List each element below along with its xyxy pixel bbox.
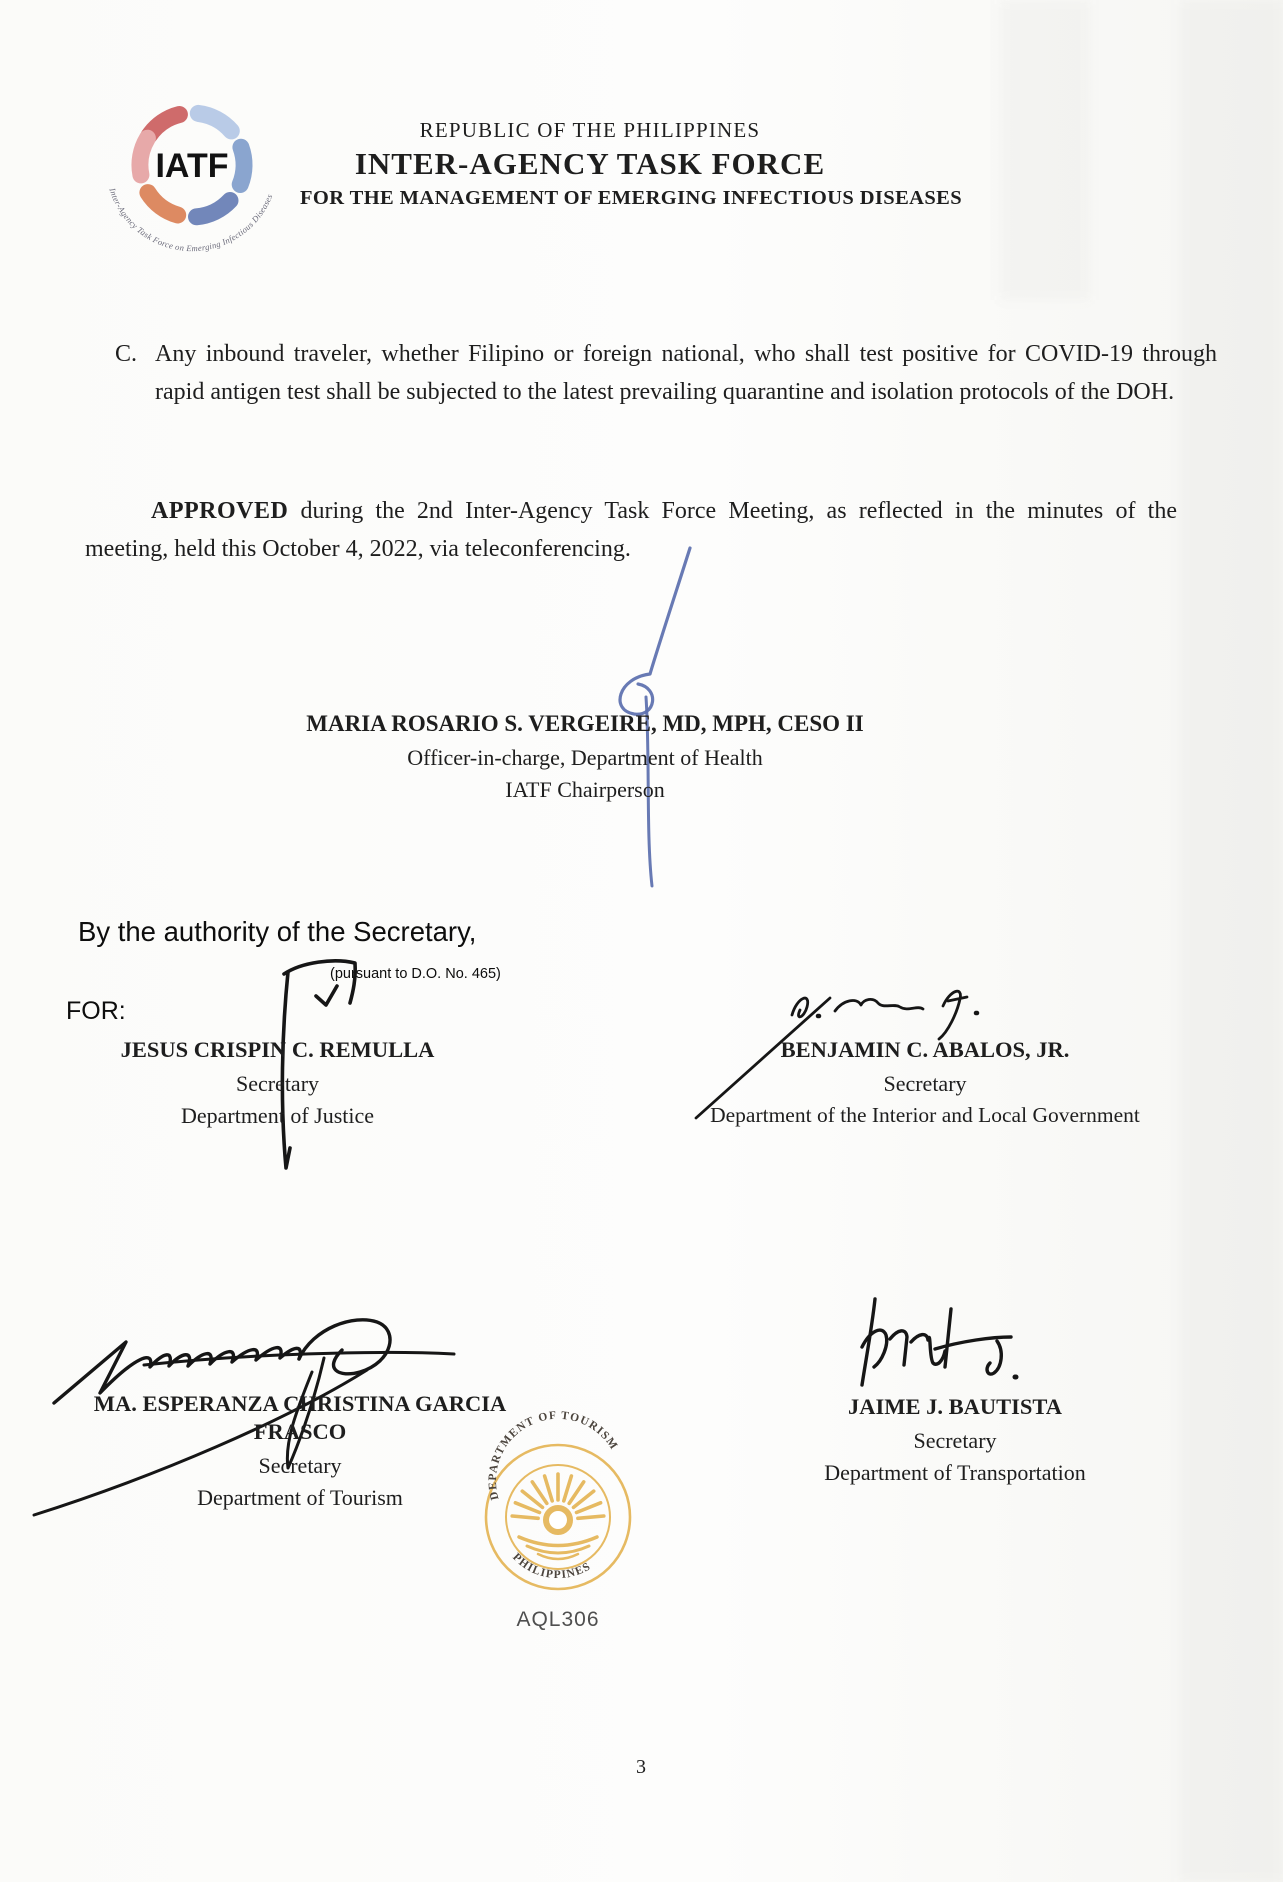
document-header [300, 118, 963, 210]
chairperson-position: Officer-in-charge, Department of Health [407, 745, 763, 770]
signatory-title: Secretary [258, 1453, 342, 1478]
signatory-block-remulla [55, 1036, 500, 1129]
for-label: FOR: [66, 997, 126, 1025]
seal-code: AQL306 [516, 1608, 600, 1631]
seal-waves [519, 1537, 597, 1559]
seal-arc-bottom-text: PHILIPPINES [510, 1551, 594, 1582]
paragraph-item-c [115, 336, 1217, 411]
seal-sun-center [546, 1508, 570, 1532]
chairperson-name: MARIA ROSARIO S. VERGEIRE, MD, MPH, CESO II [306, 711, 864, 736]
item-c-label: C. [115, 341, 138, 367]
svg-text:PHILIPPINES [510, 1551, 593, 1581]
iatf-logo-acronym: IATF [155, 147, 229, 185]
approval-text: during the 2nd Inter-Agency Task Force Meeting, as reflected in the minutes of the meeting, held this October 4, 2022, via teleconferencing. [85, 498, 1177, 562]
seal-arc-top-text: DEPARTMENT OF TOURISM [486, 1409, 620, 1502]
signatory-block-bautista [720, 1393, 1190, 1486]
header-republic: REPUBLIC OF THE PHILIPPINES [419, 118, 761, 142]
signatory-title: Secretary [883, 1071, 967, 1096]
header-subtitle: FOR THE MANAGEMENT OF EMERGING INFECTIOUS DISEASES [300, 186, 963, 209]
authority-statement: By the authority of the Secretary, [78, 916, 477, 947]
signatory-name: MA. ESPERANZA CHRISTINA GARCIA FRASCO [93, 1391, 507, 1444]
signatory-department: Department of Justice [180, 1103, 375, 1128]
signatory-block-abalos [655, 1036, 1195, 1128]
scan-shading-top [1000, 0, 1090, 300]
scan-shading-right [1180, 0, 1283, 1882]
signatory-name: JAIME J. BAUTISTA [848, 1394, 1062, 1419]
header-agency: INTER-AGENCY TASK FORCE [354, 146, 826, 182]
iatf-logo-ring-caption: Inter-Agency Task Force on Emerging Infectious Diseases [107, 186, 275, 254]
chairperson-role: IATF Chairperson [505, 777, 665, 802]
bautista-signature-image [845, 1285, 1030, 1403]
signatory-title: Secretary [235, 1071, 320, 1096]
signatory-name: BENJAMIN C. ABALOS, JR. [780, 1037, 1070, 1062]
signatory-name: JESUS CRISPIN C. REMULLA [120, 1037, 435, 1062]
signatory-department: Department of the Interior and Local Government [710, 1103, 1140, 1127]
signatory-department: Department of Transportation [824, 1460, 1086, 1485]
item-c-text: Any inbound traveler, whether Filipino or foreign national, who shall test positive for COVID-19 through rapid antigen test shall be subjected to the latest prevailing quarantine and isolation protocols of the DOH. [155, 341, 1217, 405]
page-number: 3 [636, 1756, 646, 1778]
signatory-title: Secretary [913, 1428, 997, 1453]
approval-lead: APPROVED [151, 498, 289, 524]
signatory-department: Department of Tourism [197, 1485, 403, 1510]
signatory-block-frasco [60, 1390, 540, 1511]
chairperson-block [290, 710, 880, 803]
tourism-seal [481, 1409, 635, 1594]
pursuant-note: (pursuant to D.O. No. 465) [330, 966, 501, 982]
iatf-logo [95, 90, 290, 262]
